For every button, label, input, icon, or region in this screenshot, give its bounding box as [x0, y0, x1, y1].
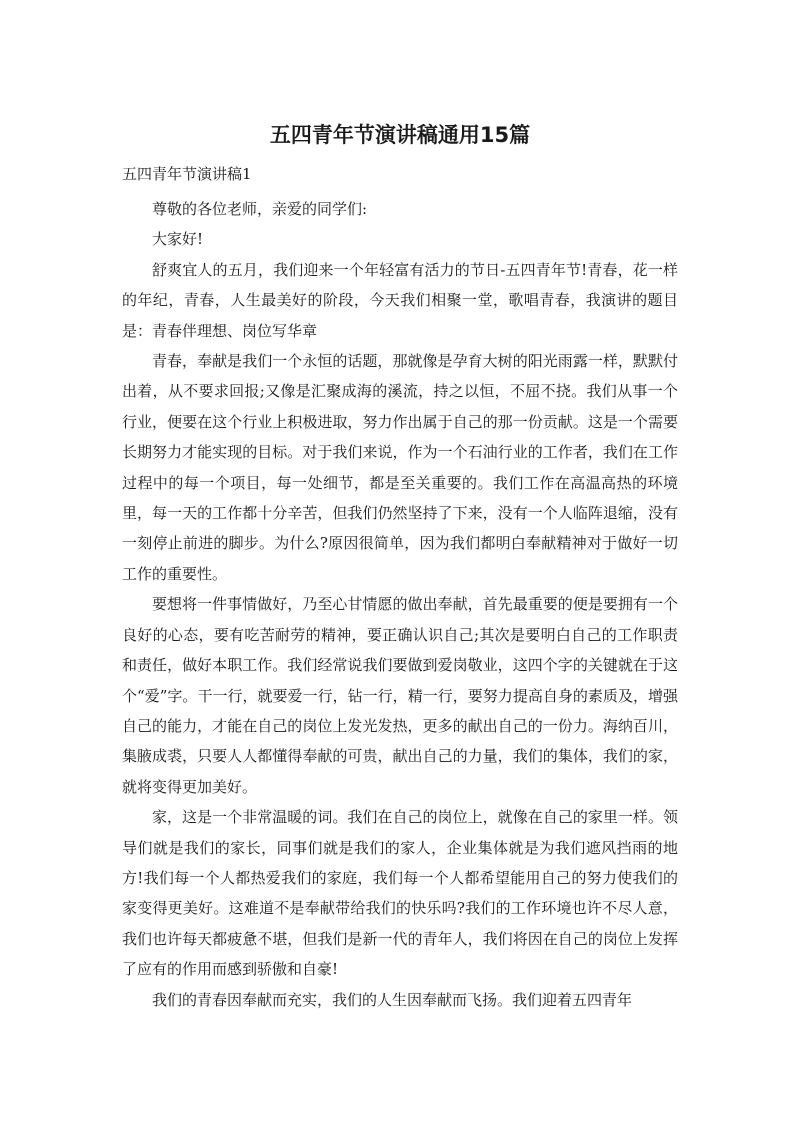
section-heading: 五四青年节演讲稿1	[122, 165, 252, 183]
paragraph: 舒爽宜人的五月，我们迎来一个年轻富有活力的节日-五四青年节!青春，花一样的年纪，青春，人生最美好的阶段，今天我们相聚一堂，歌唱青春，我演讲的题目是：青春伴理想、岗位写华章	[122, 260, 678, 340]
paragraph-hello: 大家好!	[152, 230, 204, 249]
document-title: 五四青年节演讲稿通用15篇	[269, 123, 531, 147]
paragraph: 要想将一件事情做好，乃至心甘情愿的做出奉献，首先最重要的便是要拥有一个良好的心态，要有吃苦耐劳的精神，要正确认识自己;其次是要明白自己的工作职责和责任，做好本职工作。我们经常说我们要做到爱岗敬业，这四个字的关键就在于这个“爱”字。干一行，就要爱一行，钻一行，精一行，要努力提高自身的素质及，增强自己的能力，才能在自己的岗位上发光发热，更多的献出自己的一份力。海纳百川，集腋成裘，只要人人都懂得奉献的可贵，献出自己的力量，我们的集体，我们的家，就将变得更加美好。	[122, 595, 678, 796]
paragraph: 家，这是一个非常温暖的词。我们在自己的岗位上，就像在自己的家里一样。领导们就是我们的家长，同事们就是我们的家人，企业集体就是为我们遮风挡雨的地方!我们每一个人都热爱我们的家庭，我们每一个人都希望能用自己的努力使我们的家变得更美好。这难道不是奉献带给我们的快乐吗?我们的工作环境也许不尽人意，我们也许每天都疲惫不堪，但我们是新一代的青年人，我们将因在自己的岗位上发挥了应有的作用而感到骄傲和自豪!	[122, 808, 678, 979]
paragraph: 我们的青春因奉献而充实，我们的人生因奉献而飞扬。我们迎着五四青年	[152, 990, 633, 1009]
paragraph: 青春，奉献是我们一个永恒的话题，那就像是孕育大树的阳光雨露一样，默默付出着，从不要求回报;又像是汇聚成海的溪流，持之以恒，不屈不挠。我们从事一个行业，便要在这个行业上积极进取，努力作出属于自己的那一份贡献。这是一个需要长期努力才能实现的目标。对于我们来说，作为一个石油行业的工作者，我们在工作过程中的每一个项目，每一处细节，都是至关重要的。我们工作在高温高热的环境里，每一天的工作都十分辛苦，但我们仍然坚持了下来，没有一个人临阵退缩，没有一刻停止前进的脚步。为什么?原因很简单，因为我们都明白奉献精神对于做好一切工作的重要性。	[122, 352, 678, 583]
document-body	[122, 194, 678, 1015]
paragraph-greeting: 尊敬的各位老师，亲爱的同学们:	[152, 200, 368, 218]
